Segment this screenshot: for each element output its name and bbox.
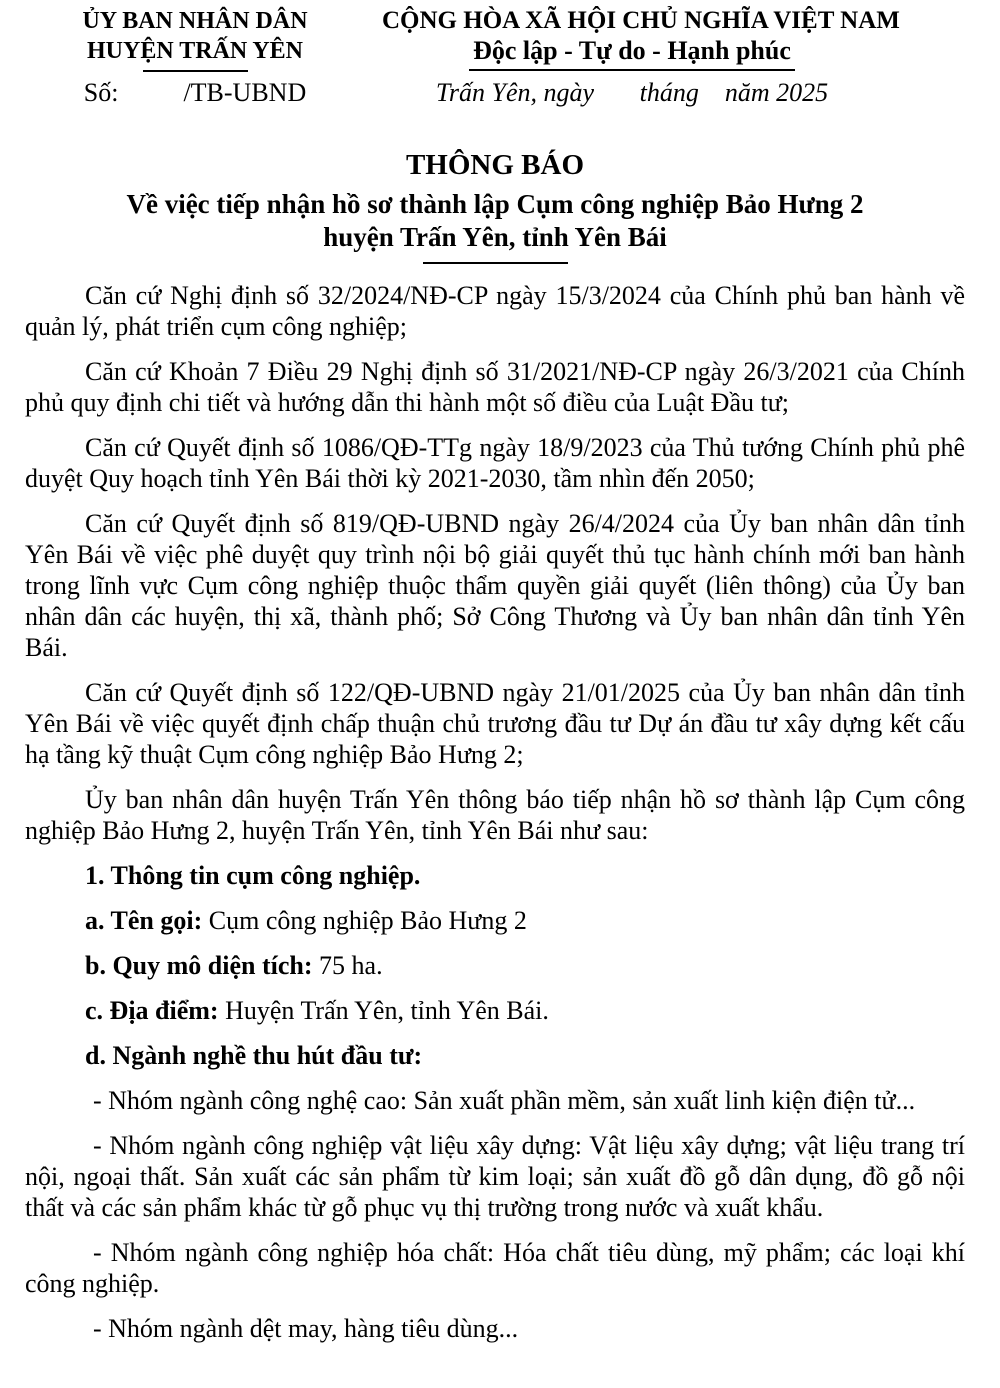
legal-basis-paragraph-5: Căn cứ Quyết định số 122/QĐ-UBND ngày 21/01/2025 của Ủy ban nhân dân tỉnh Yên Bái về việc quyết định chấp thuận chủ trương đầu tư Dự án đầu tư xây dựng kết cấu hạ tầng kỹ thuật Cụm công nghiệp Bảo Hưng 2; [25,678,965,769]
document-body [25,280,965,1344]
national-header-block [382,6,900,108]
info-item-location [25,995,965,1026]
info-item-name-value: Cụm công nghiệp Bảo Hưng 2 [208,906,527,935]
document-number: Số: /TB-UBND [83,78,307,107]
title-divider [423,262,568,264]
document-type-title: THÔNG BÁO [405,149,585,181]
industry-bullet-3: - Nhóm ngành công nghiệp hóa chất: Hóa chất tiêu dùng, mỹ phẩm; các loại khí công nghiệp. [25,1238,965,1298]
info-item-name [25,905,965,936]
info-item-location-label: c. Địa điểm: [85,996,219,1025]
industry-bullet-2: - Nhóm ngành công nghiệp vật liệu xây dựng: Vật liệu xây dựng; vật liệu trang trí nội, ngoại thất. Sản xuất các sản phẩm từ kim loại; sản xuất đồ gỗ dân dụng, đồ gỗ nội thất và các sản phẩm khác từ gỗ phục vụ thị trường trong nước và xuất khẩu. [25,1131,965,1222]
info-item-industries-label: d. Ngành nghề thu hút đầu tư: [85,1041,423,1070]
info-item-area-value: 75 ha. [319,951,383,980]
info-item-location-value: Huyện Trấn Yên, tỉnh Yên Bái. [225,996,549,1025]
title-block [25,148,965,264]
document-header [25,6,965,108]
document-subject-line2: huyện Trấn Yên, tỉnh Yên Bái [323,222,667,252]
info-item-industries [25,1040,965,1071]
info-item-area-label: b. Quy mô diện tích: [85,951,313,980]
national-motto: Độc lập - Tự do - Hạnh phúc [469,36,795,71]
issuing-authority-block [25,6,365,108]
info-item-name-label: a. Tên gọi: [85,906,203,935]
legal-basis-paragraph-1: Căn cứ Nghị định số 32/2024/NĐ-CP ngày 15/3/2024 của Chính phủ ban hành về quản lý, phát triển cụm công nghiệp; [25,281,965,341]
legal-basis-paragraph-2: Căn cứ Khoản 7 Điều 29 Nghị định số 31/2021/NĐ-CP ngày 26/3/2021 của Chính phủ quy định chi tiết và hướng dẫn thi hành một số điều của Luật Đầu tư; [25,357,965,417]
org-name-divider [143,70,248,72]
national-name: CỘNG HÒA XÃ HỘI CHỦ NGHĨA VIỆT NAM [382,7,900,34]
document-subject-line1: Về việc tiếp nhận hồ sơ thành lập Cụm công nghiệp Bảo Hưng 2 [126,189,864,219]
org-name-line2: HUYỆN TRẤN YÊN [86,38,304,64]
place-dateline: Trấn Yên, ngày tháng năm 2025 [435,78,829,107]
section-1-heading: 1. Thông tin cụm công nghiệp. [85,861,421,890]
industry-bullet-1: - Nhóm ngành công nghệ cao: Sản xuất phần mềm, sản xuất linh kiện điện tử... [93,1086,916,1115]
legal-basis-paragraph-3: Căn cứ Quyết định số 1086/QĐ-TTg ngày 18/9/2023 của Thủ tướng Chính phủ phê duyệt Quy hoạch tỉnh Yên Bái thời kỳ 2021-2030, tầm nhìn đến 2050; [25,433,965,493]
intro-paragraph: Ủy ban nhân dân huyện Trấn Yên thông báo tiếp nhận hồ sơ thành lập Cụm công nghiệp Bảo Hưng 2, huyện Trấn Yên, tỉnh Yên Bái như sau: [25,785,965,845]
industry-bullet-4: - Nhóm ngành dệt may, hàng tiêu dùng... [93,1314,519,1343]
legal-basis-paragraph-4: Căn cứ Quyết định số 819/QĐ-UBND ngày 26/4/2024 của Ủy ban nhân dân tỉnh Yên Bái về việc phê duyệt quy trình nội bộ giải quyết thủ tục hành chính mới ban hành trong lĩnh vực Cụm công nghiệp thuộc thẩm quyền giải quyết (liên thông) của Ủy ban nhân dân các huyện, thị xã, thành phố; Sở Công Thương và Ủy ban nhân dân tỉnh Yên Bái. [25,509,965,662]
info-item-area [25,950,965,981]
org-name-line1: ỦY BAN NHÂN DÂN [82,8,308,34]
